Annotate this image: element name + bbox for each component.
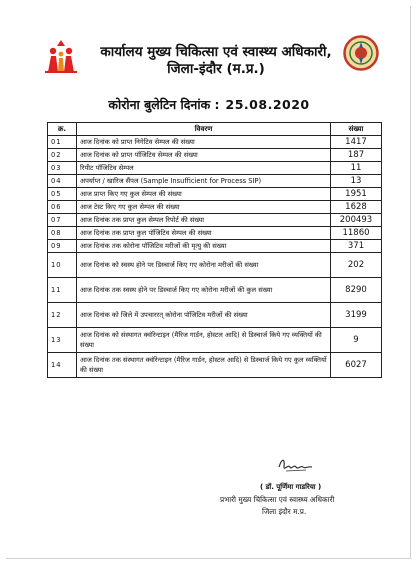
signatory-district: जिला इंदौर म.प्र.: [262, 507, 307, 516]
row-description: आज दिनांक को जिले में उपचाररत् कोरोना पॉजिटिव मरीजों की संख्या: [77, 303, 331, 328]
office-title: [88, 44, 344, 78]
row-sn: 13: [48, 328, 77, 353]
row-count: 11: [331, 162, 382, 175]
table-row: [48, 240, 382, 253]
signature-icon: [276, 455, 316, 475]
row-description: आज दिनांक को प्राप्त निगेटिव सेम्पल की संख्या: [77, 136, 331, 149]
column-header-description: विवरण: [77, 123, 331, 136]
row-description: आज दिनांक तक प्राप्त कुल पॉजिटिव सेम्पल की संख्या: [77, 227, 331, 240]
row-count: 11860: [331, 227, 382, 240]
row-count: 1951: [331, 188, 382, 201]
row-count: 6027: [331, 353, 382, 378]
column-header-sn: क्र.: [48, 123, 77, 136]
table-row: [48, 253, 382, 278]
table-row: [48, 188, 382, 201]
row-count: 3199: [331, 303, 382, 328]
row-description: आज दिनांक को प्राप्त पॉजिटिव सेम्पल की संख्या: [77, 149, 331, 162]
state-emblem-icon: [343, 34, 379, 72]
row-sn: 14: [48, 353, 77, 378]
table-row: [48, 149, 382, 162]
row-count: 371: [331, 240, 382, 253]
row-sn: 02: [48, 149, 77, 162]
row-description: आज दिनांक तक प्राप्त कुल सेम्पल रिपोर्ट की संख्या: [77, 214, 331, 227]
row-sn: 11: [48, 278, 77, 303]
table-row: [48, 328, 382, 353]
row-count: 187: [331, 149, 382, 162]
office-line-2: जिला-इंदौर (म.प्र.): [167, 61, 265, 77]
row-sn: 04: [48, 175, 77, 188]
row-count: 202: [331, 253, 382, 278]
row-description: आज दिनांक तक स्वस्थ होने पर डिस्चार्ज किए गए कोरोना मरीजों की कुल संख्या: [77, 278, 331, 303]
table-row: [48, 201, 382, 214]
row-sn: 03: [48, 162, 77, 175]
red-cross-family-emblem-icon: [42, 38, 80, 74]
row-sn: 10: [48, 253, 77, 278]
bulletin-date: 25.08.2020: [225, 97, 310, 112]
row-sn: 12: [48, 303, 77, 328]
table-row: [48, 353, 382, 378]
table-row: [48, 227, 382, 240]
row-description: आज दिनांक तक संस्थागत क्वॉरेन्टाइन (मैरिज गार्डन, होस्टल आदि) से डिस्चार्ज किये गए कुल व्यक्तियों की संख्या: [77, 353, 331, 378]
row-description: आज टेस्ट किए गए कुल सेम्पल की संख्या: [77, 201, 331, 214]
covid-bulletin-table: [47, 122, 382, 378]
table-row: [48, 162, 382, 175]
signatory-name: ( डॉ. पूर्णिमा गाडरिया ): [260, 483, 322, 491]
row-description: आज दिनांक को संस्थागत क्वॉरेन्टाइन (मैरिज गार्डन, होस्टल आदि) से डिस्चार्ज किये गए व्यक्तियों की संख्या: [77, 328, 331, 353]
row-count: 9: [331, 328, 382, 353]
table-row: [48, 303, 382, 328]
row-count: 1628: [331, 201, 382, 214]
bulletin-title: [0, 96, 418, 113]
row-description: अपर्याप्त / खारिज सैंपल (Sample Insufficient for Process SIP): [77, 175, 331, 188]
table-row: [48, 278, 382, 303]
column-header-count: संख्या: [331, 123, 382, 136]
row-description: रिपीट पॉजिटिव सेम्पल: [77, 162, 331, 175]
row-count: 200493: [331, 214, 382, 227]
row-description: आज प्राप्त किए गए कुल सेम्पल की संख्या: [77, 188, 331, 201]
signatory-designation: प्रभारी मुख्य चिकित्सा एवं स्वास्थ्य अधिकारी: [220, 495, 335, 504]
row-sn: 07: [48, 214, 77, 227]
row-count: 8290: [331, 278, 382, 303]
row-sn: 08: [48, 227, 77, 240]
table-header-row: [48, 123, 382, 136]
row-sn: 05: [48, 188, 77, 201]
row-description: आज दिनांक तक कोरोना पॉजिटिव मरीजों की मृत्यु की संख्या: [77, 240, 331, 253]
row-count: 1417: [331, 136, 382, 149]
office-line-1: कार्यालय मुख्य चिकित्सा एवं स्वास्थ्य अधिकारी,: [100, 44, 332, 60]
table-row: [48, 136, 382, 149]
table-row: [48, 175, 382, 188]
row-sn: 01: [48, 136, 77, 149]
bulletin-label: कोरोना बुलेटिन दिनांक :: [108, 97, 220, 112]
row-sn: 06: [48, 201, 77, 214]
row-description: आज दिनांक को स्वस्थ होने पर डिस्चार्ज किए गए कोरोना मरीजों की संख्या: [77, 253, 331, 278]
row-sn: 09: [48, 240, 77, 253]
table-row: [48, 214, 382, 227]
row-count: 13: [331, 175, 382, 188]
